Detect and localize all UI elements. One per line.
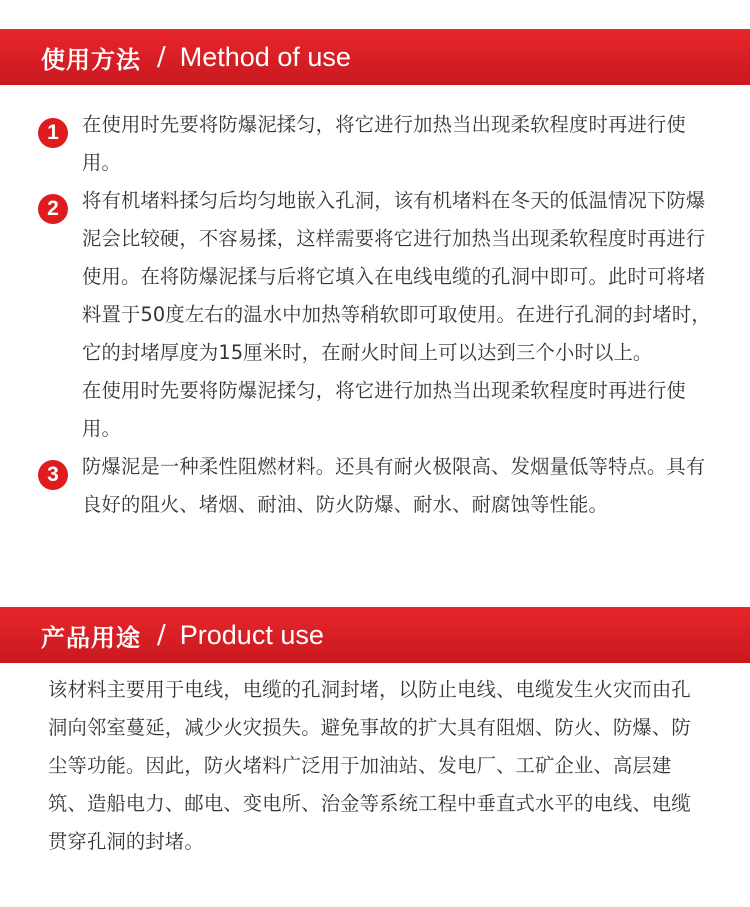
step-text: 将有机堵料揉匀后均匀地嵌入孔洞，该有机堵料在冬天的低温情况下防爆泥会比较硬，不容易揉，这样需要将它进行加热当出现柔软程度时再进行使用。在将防爆泥揉与后将它填入在电线电缆的孔洞中即可。此时可将堵料置于50度左右的温水中加热等稍软即可取使用。在进行孔洞的封堵时，它的封堵厚度为15厘米时，在耐火时间上可以达到三个小时以上。 <box>82 189 711 364</box>
usage-title-en: Product use <box>179 619 324 650</box>
usage-title-zh: 产品用途 <box>41 623 141 652</box>
step-number-badge: 1 <box>38 118 68 148</box>
step-1 <box>0 106 750 182</box>
product-use-banner <box>0 607 750 663</box>
step-text: 防爆泥是一种柔性阻燃材料。还具有耐火极限高、发烟量低等特点。具有良好的阻火、堵烟、耐油、防火防爆、耐水、耐腐蚀等性能。 <box>82 455 706 516</box>
step-number-badge: 3 <box>38 460 68 490</box>
step-number-badge: 2 <box>38 194 68 224</box>
step-3 <box>0 448 750 524</box>
method-steps <box>0 106 750 524</box>
step-2 <box>0 182 750 448</box>
title-divider: / <box>157 620 166 650</box>
step-text-repeat: 在使用时先要将防爆泥揉匀，将它进行加热当出现柔软程度时再进行使用。 <box>82 379 686 440</box>
product-use-text: 该材料主要用于电线，电缆的孔洞封堵，以防止电线、电缆发生火灾而由孔洞向邻室蔓延，减少火灾损失。避免事故的扩大具有阻烟、防火、防爆、防尘等功能。因此，防火堵料广泛用于加油站、发电厂、工矿企业、高层建筑、造船电力、邮电、变电所、治金等系统工程中垂直式水平的电线、电缆贯穿孔洞的封堵。 <box>48 678 691 853</box>
title-divider: / <box>157 42 166 72</box>
method-title-en: Method of use <box>179 41 351 72</box>
method-title-zh: 使用方法 <box>41 45 141 74</box>
step-text: 在使用时先要将防爆泥揉匀，将它进行加热当出现柔软程度时再进行使用。 <box>82 113 686 174</box>
method-of-use-banner <box>0 29 750 85</box>
